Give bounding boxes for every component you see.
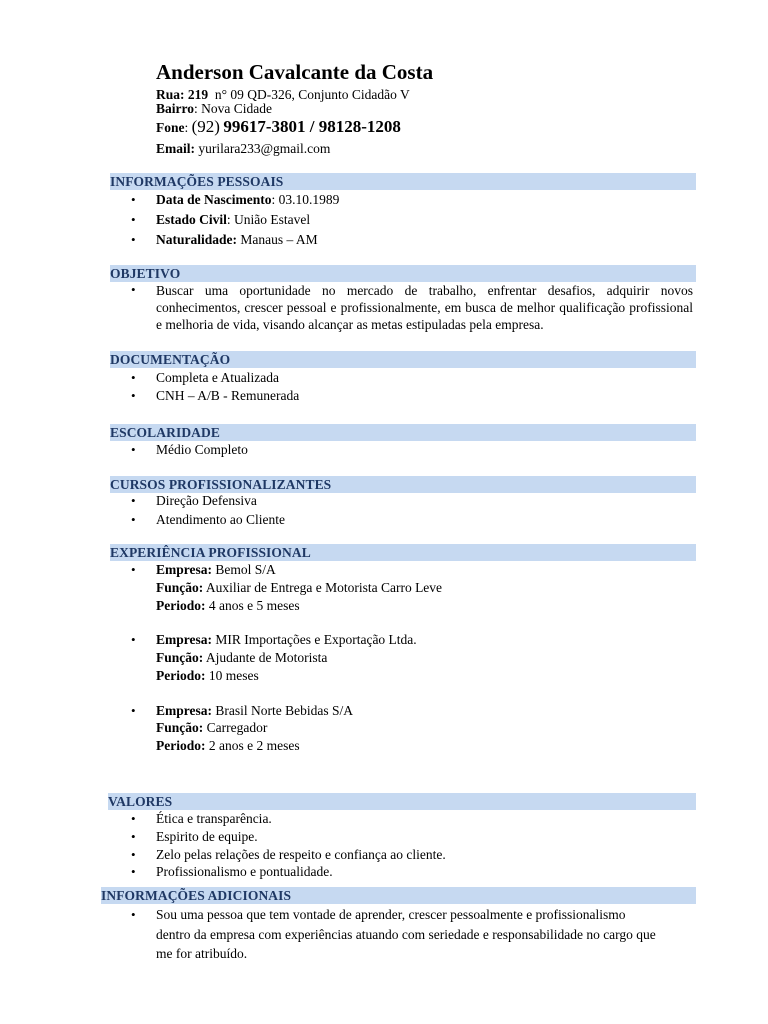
bairro-value: : Nova Cidade: [194, 101, 272, 116]
rua-value: n° 09 QD-326, Conjunto Cidadão V: [214, 87, 410, 102]
bullet-icon: •: [131, 864, 136, 879]
empresa-value: Brasil Norte Bebidas S/A: [212, 703, 353, 718]
empresa-value: MIR Importações e Exportação Ltda.: [212, 632, 417, 647]
bullet-icon: •: [131, 632, 136, 647]
bairro-line: [156, 101, 272, 117]
job-funcao: [156, 579, 442, 597]
periodo-label: Periodo:: [156, 668, 206, 683]
section-header-experiencia: [110, 544, 696, 561]
periodo-label: Periodo:: [156, 738, 206, 753]
email-value: yurilara233@gmail.com: [198, 141, 331, 156]
item-value: : 03.10.1989: [271, 192, 340, 207]
bairro-label: Bairro: [156, 101, 194, 116]
job-empresa: [156, 561, 276, 579]
item-label: Data de Nascimento: [156, 192, 272, 207]
bullet-icon: •: [131, 703, 136, 718]
section-title: INFORMAÇÕES PESSOAIS: [110, 174, 284, 189]
list-item: [156, 191, 339, 209]
candidate-name: Anderson Cavalcante da Costa: [156, 60, 434, 84]
additional-info-text: Sou uma pessoa que tem vontade de aprender, crescer pessoalmente e profissionalismo dentro da empresa com experiências atuando com seriedade e responsabilidade no cargo que me for atribuído.: [156, 907, 656, 961]
list-item: Direção Defensiva: [156, 493, 257, 508]
bullet-icon: •: [131, 370, 136, 385]
job-funcao: [156, 649, 327, 667]
email-line: [156, 141, 330, 157]
list-item: Profissionalismo e pontualidade.: [156, 864, 333, 879]
section-title: EXPERIÊNCIA PROFISSIONAL: [110, 545, 311, 560]
bullet-icon: •: [131, 811, 136, 826]
bullet-icon: •: [131, 493, 136, 508]
job-funcao: [156, 719, 267, 737]
bullet-icon: •: [131, 847, 136, 862]
empresa-label: Empresa:: [156, 703, 212, 718]
job-periodo: [156, 737, 300, 755]
periodo-value: 4 anos e 5 meses: [205, 598, 300, 613]
section-title: INFORMAÇÕES ADICIONAIS: [101, 888, 292, 903]
job-empresa: [156, 702, 353, 720]
rua-number: 219: [187, 87, 209, 102]
item-label: Naturalidade:: [156, 232, 237, 247]
bullet-icon: •: [131, 282, 136, 297]
section-header-cursos: [110, 476, 696, 493]
funcao-label: Função:: [156, 650, 204, 665]
periodo-value: 2 anos e 2 meses: [205, 738, 300, 753]
objective-text: Buscar uma oportunidade no mercado de trabalho, enfrentar desafios, adquirir novos conhecimentos, crescer pessoal e profissionalmente, em busca de melhor qualificação profissional e melhoria de vida, visando alcançar as metas estipuladas pela empresa.: [156, 283, 693, 332]
bullet-icon: •: [131, 512, 136, 527]
section-title: ESCOLARIDADE: [110, 425, 220, 440]
list-item: Ética e transparência.: [156, 811, 272, 826]
bullet-icon: •: [131, 388, 136, 403]
funcao-value: Ajudante de Motorista: [203, 650, 328, 665]
section-title: OBJETIVO: [110, 266, 181, 281]
bullet-icon: •: [131, 562, 136, 577]
bullet-icon: •: [131, 829, 136, 844]
list-item: Espirito de equipe.: [156, 829, 258, 844]
empresa-label: Empresa:: [156, 562, 212, 577]
job-empresa: [156, 631, 417, 649]
list-item: [156, 231, 318, 249]
section-header-documentacao: [110, 351, 696, 368]
list-item: Completa e Atualizada: [156, 370, 279, 385]
fone-label: Fone: [156, 120, 185, 135]
job-periodo: [156, 667, 259, 685]
section-header-objetivo: [110, 265, 696, 282]
section-header-escolaridade: [110, 424, 696, 441]
item-value: : União Estavel: [226, 212, 311, 227]
list-item: CNH – A/B - Remunerada: [156, 388, 300, 403]
fone-ddd: (92): [191, 117, 220, 136]
bullet-icon: •: [131, 192, 136, 207]
funcao-label: Função:: [156, 720, 204, 735]
section-header-adicionais: [101, 887, 696, 904]
section-title: CURSOS PROFISSIONALIZANTES: [110, 477, 332, 492]
email-label: Email:: [156, 141, 195, 156]
periodo-value: 10 meses: [205, 668, 259, 683]
list-item: Zelo pelas relações de respeito e confiança ao cliente.: [156, 847, 446, 862]
empresa-label: Empresa:: [156, 632, 212, 647]
list-item: Médio Completo: [156, 442, 248, 457]
item-label: Estado Civil: [156, 212, 227, 227]
rua-label: Rua:: [156, 87, 185, 102]
empresa-value: Bemol S/A: [212, 562, 276, 577]
periodo-label: Periodo:: [156, 598, 206, 613]
section-title: VALORES: [108, 794, 173, 809]
fone-numbers: 99617-3801 / 98128-1208: [223, 117, 401, 136]
job-periodo: [156, 597, 300, 615]
section-title: DOCUMENTAÇÃO: [110, 352, 231, 367]
item-value: Manaus – AM: [237, 232, 318, 247]
funcao-value: Carregador: [203, 720, 268, 735]
funcao-label: Função:: [156, 580, 204, 595]
section-header-valores: [108, 793, 696, 810]
list-item: [156, 211, 310, 229]
phone-line: [156, 117, 401, 138]
bullet-icon: •: [131, 907, 136, 922]
section-header-pessoais: [110, 173, 696, 190]
bullet-icon: •: [131, 442, 136, 457]
fone-colon: :: [184, 120, 189, 135]
funcao-value: Auxiliar de Entrega e Motorista Carro Leve: [203, 580, 443, 595]
list-item: Atendimento ao Cliente: [156, 512, 285, 527]
bullet-icon: •: [131, 212, 136, 227]
bullet-icon: •: [131, 232, 136, 247]
